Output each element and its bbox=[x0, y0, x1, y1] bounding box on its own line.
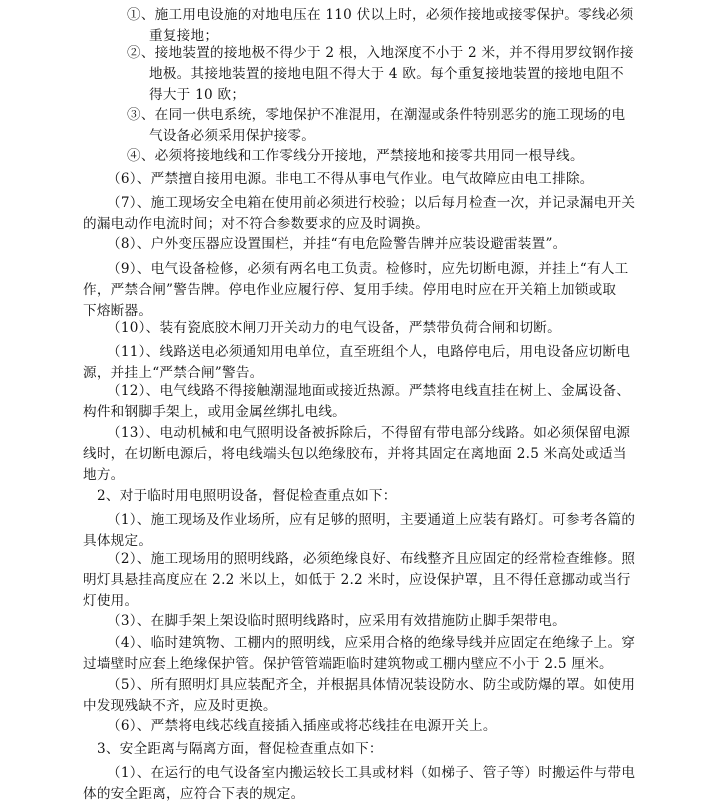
text-line: 作，严禁合闸”警告牌。停电作业应履行停、复用手续。停用电时应在开关箱上加锁或取 bbox=[83, 282, 617, 298]
text-line: ③、在同一供电系统，零地保护不准混用，在潮湿或条件特别恶劣的施工现场的电 bbox=[127, 107, 626, 123]
text-line: 重复接地； bbox=[149, 28, 219, 44]
text-line: 构件和钢脚手架上，或用金属丝绑扎电线。 bbox=[83, 404, 347, 420]
text-line: （9）、电气设备检修，必须有两名电工负责。检修时，应先切断电源，并挂上“有人工 bbox=[107, 261, 629, 277]
text-line: 灯使用。 bbox=[83, 593, 139, 609]
text-line: 3、安全距离与隔离方面，督促检查重点如下： bbox=[97, 741, 383, 757]
text-line: 线时，在切断电源后，将电线端头包以绝缘胶布，并将其固定在离地面 2.5 米高处或适当 bbox=[83, 446, 627, 462]
text-line: ④、必须将接地线和工作零线分开接地，严禁接地和接零共用同一根导线。 bbox=[127, 148, 584, 164]
text-line: 中发现残缺不齐，应及时更换。 bbox=[83, 698, 277, 714]
text-line: （11）、线路送电必须通知用电单位，直至班组个人，电路停电后，用电设备应切断电 bbox=[107, 344, 631, 360]
text-line: 2、对于临时用电照明设备，督促检查重点如下： bbox=[97, 488, 397, 504]
text-line: （6）、严禁将电线芯线直接插入插座或将芯线挂在电源开关上。 bbox=[107, 718, 497, 734]
text-line: 气设备必须采用保护接零。 bbox=[149, 128, 316, 144]
text-line: 得大于 10 欧； bbox=[149, 87, 246, 103]
text-line: 地方。 bbox=[83, 467, 125, 483]
text-line: （13）、电动机械和电气照明设备被拆除后，不得留有带电部分线路。如必须保留电源 bbox=[107, 425, 631, 441]
text-line: （4）、临时建筑物、工棚内的照明线，应采用合格的绝缘导线并应固定在绝缘子上。穿 bbox=[107, 635, 636, 651]
text-line: （12）、电气线路不得接触潮湿地面或接近热源。严禁将电线直挂在树上、金属设备、 bbox=[107, 383, 631, 399]
text-line: （8）、户外变压器应设置围栏，并挂“有电危险警告牌并应装设避雷装置”。 bbox=[107, 236, 567, 252]
text-line: （3）、在脚手架上架设临时照明线路时，应采用有效措施防止脚手架带电。 bbox=[107, 613, 566, 629]
text-line: 具体规定。 bbox=[83, 533, 153, 549]
text-line: （1）、施工现场及作业场所，应有足够的照明，主要通道上应装有路灯。可参考各篇的 bbox=[107, 512, 636, 528]
text-line: 明灯具悬挂高度应在 2.2 米以上，如低于 2.2 米时，应设保护罩，且不得任意挪动或当行 bbox=[83, 572, 631, 588]
text-line: 体的安全距离，应符合下表的规定。 bbox=[83, 786, 305, 802]
text-line: （2）、施工现场用的照明线路，必须绝缘良好、布线整齐且应固定的经常检查维修。照 bbox=[107, 551, 636, 567]
text-line: （1）、在运行的电气设备室内搬运较长工具或材料（如梯子、管子等）时搬运件与带电 bbox=[107, 765, 636, 781]
text-line: （10）、装有瓷底胶木闸刀开关动力的电气设备，严禁带负荷合闸和切断。 bbox=[107, 320, 561, 336]
text-line: 下熔断器。 bbox=[83, 303, 153, 319]
text-line: （5）、所有照明灯具应装配齐全，并根据具体情况装设防水、防尘或防爆的罩。如使用 bbox=[107, 677, 636, 693]
text-line: ①、施工用电设施的对地电压在 110 伏以上时，必须作接地或接零保护。零线必须 bbox=[127, 7, 634, 23]
text-line: 过墙壁时应套上绝缘保护管。保护管管端距临时建筑物或工棚内壁应不小于 2.5 厘米。 bbox=[83, 656, 613, 672]
text-line: ②、接地装置的接地极不得少于 2 根，入地深度不小于 2 米，并不得用罗纹钢作接 bbox=[127, 45, 634, 61]
text-line: （6）、严禁擅自接用电源。非电工不得从事电气作业。电气故障应由电工排除。 bbox=[107, 171, 594, 187]
text-line: 地极。其接地装置的接地电阻不得大于 4 欧。每个重复接地装置的接地电阻不 bbox=[149, 66, 624, 82]
text-line: 源，并挂上“严禁合闸”警告。 bbox=[83, 365, 264, 381]
text-line: 的漏电动作电流时间；对不符合参数要求的应及时调换。 bbox=[83, 216, 430, 232]
text-line: （7）、施工现场安全电箱在使用前必须进行校验；以后每月检查一次，并记录漏电开关 bbox=[107, 195, 636, 211]
